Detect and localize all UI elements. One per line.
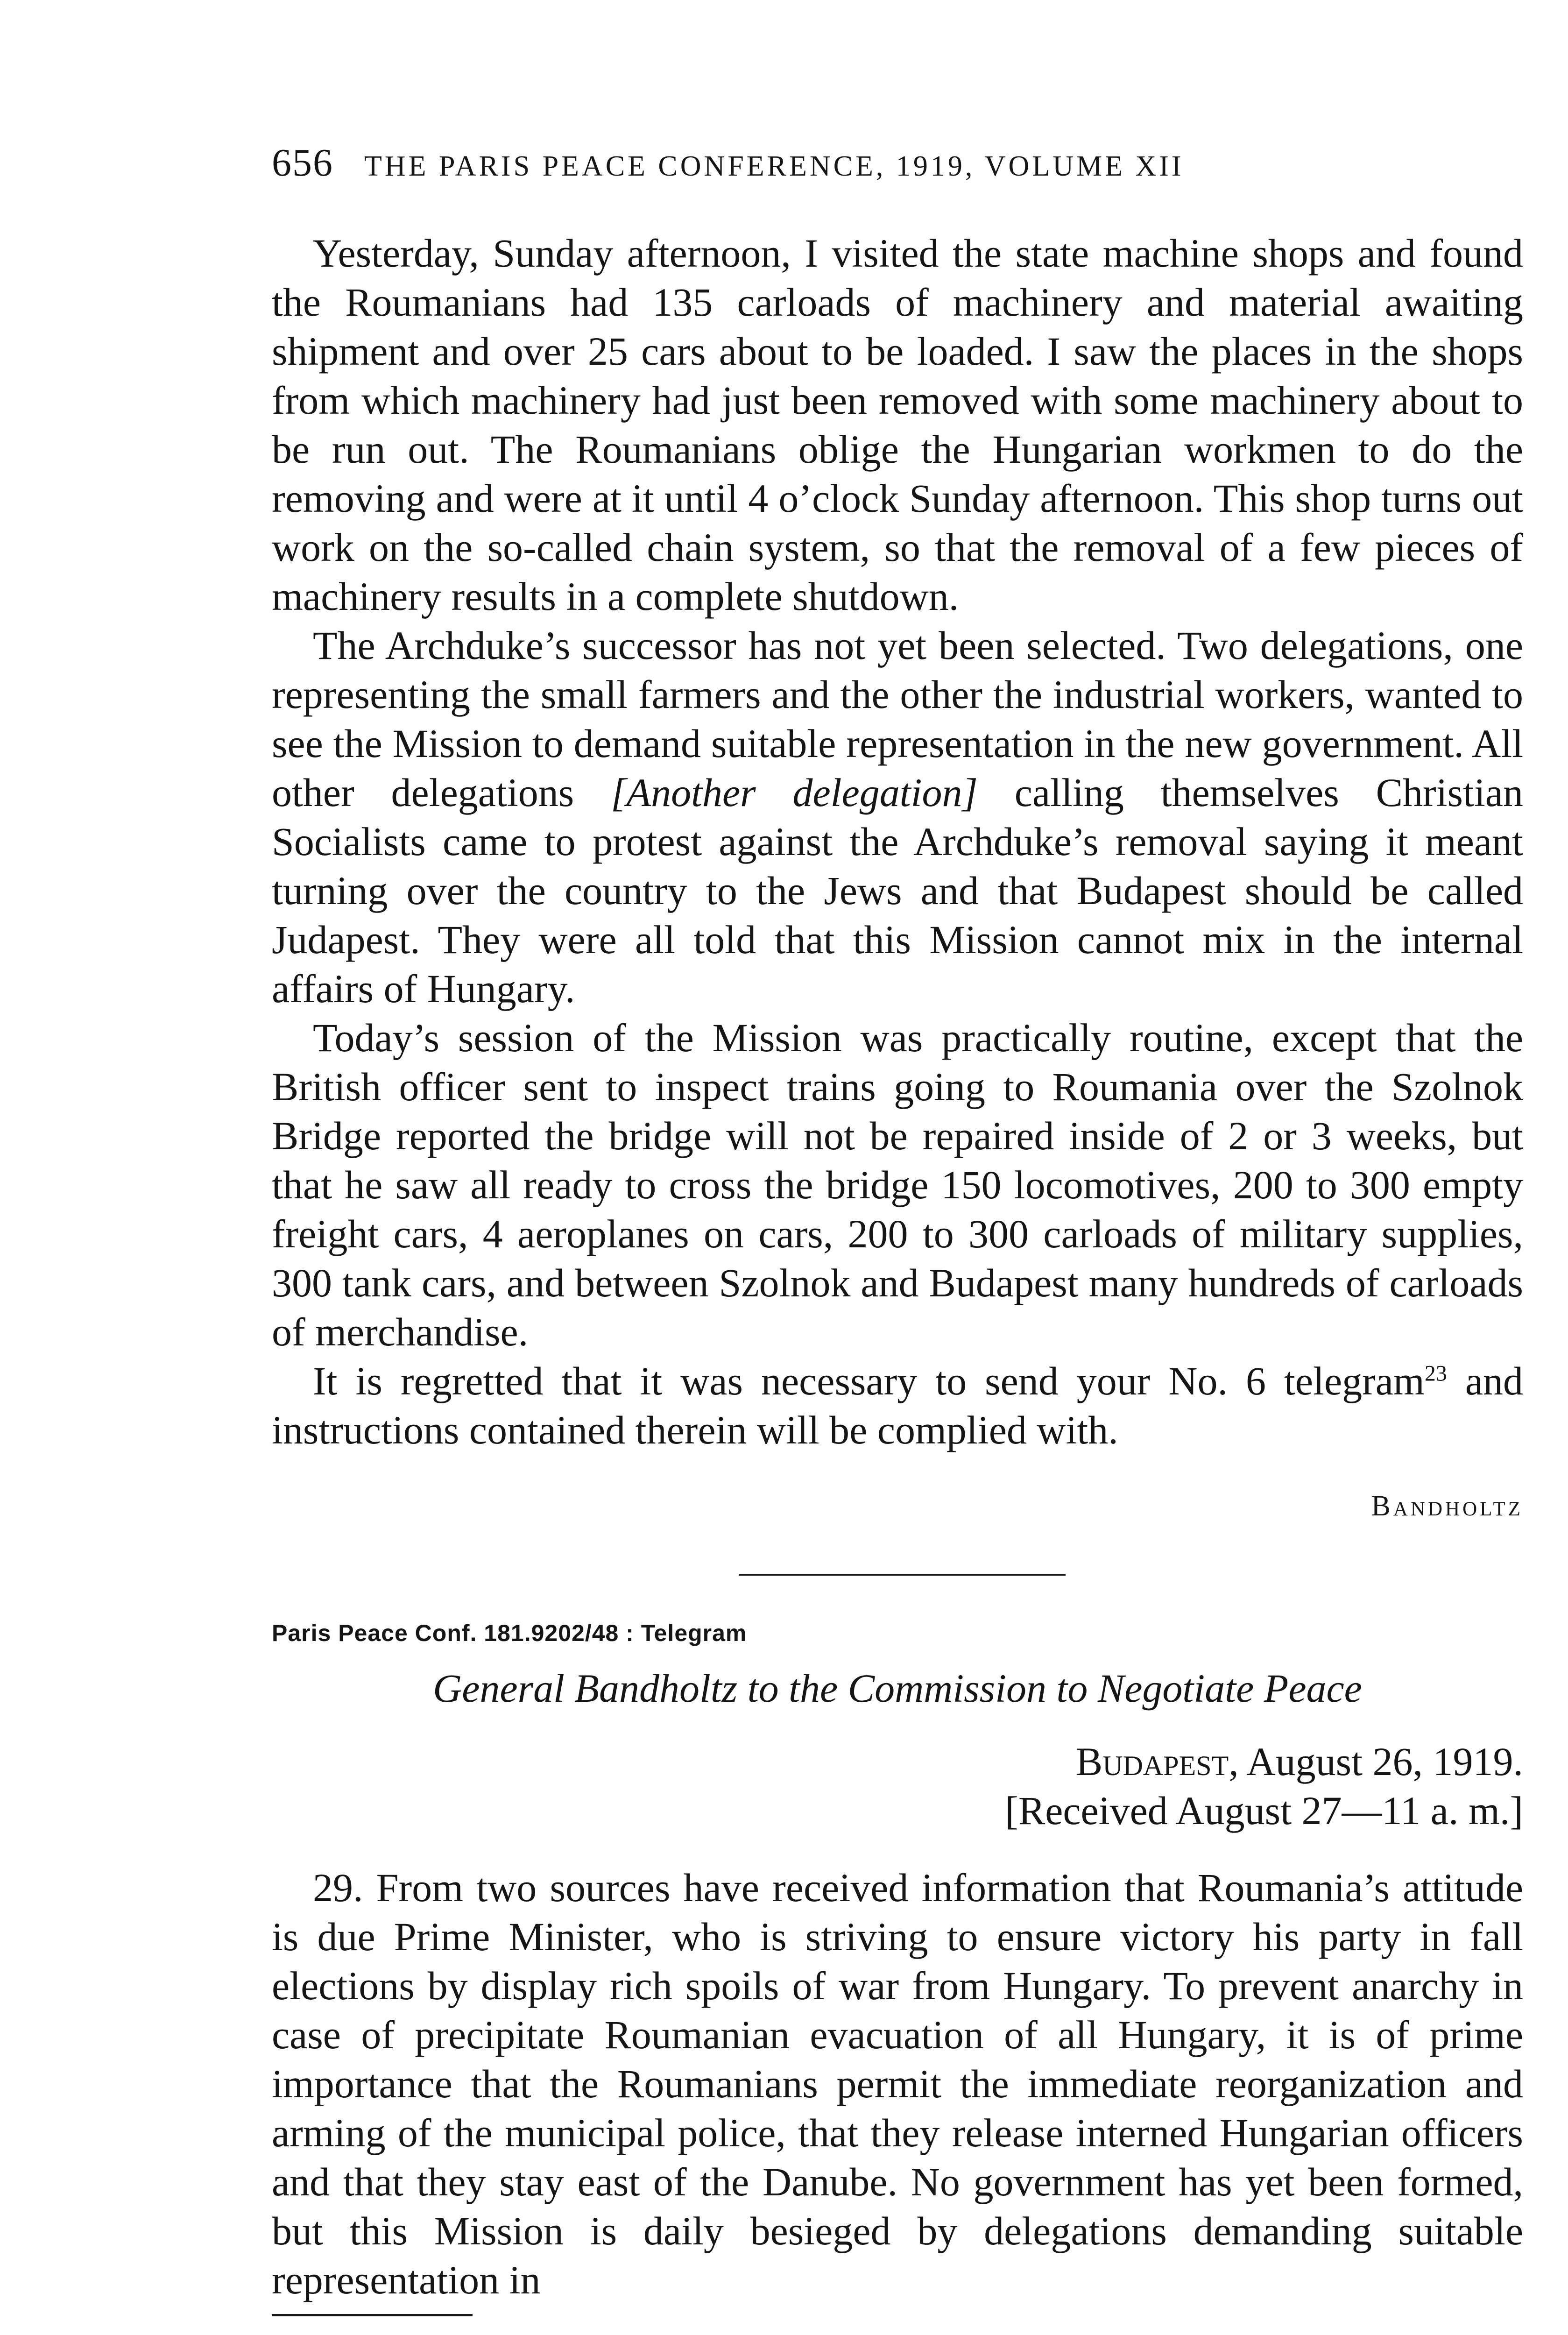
section-divider [739, 1574, 1066, 1576]
paragraph-machine-shops: Yesterday, Sunday afternoon, I visited the state machine shops and found the Roumanians had 135 carloads of machinery and material awaiting shipment and over 25 cars about to be loaded. I saw the places in the shops from which machinery had just been removed with some machinery about to be run out. The Roumanians oblige the Hungarian workmen to do the removing and were at it until 4 o’clock Sunday afternoon. This shop turns out work on the so-called chain system, so that the removal of a few pieces of machinery results in a complete shutdown. [272, 231, 1523, 619]
paragraph-mission-session: Today’s session of the Mission was practically routine, except that the British officer sent to inspect trains going to Roumania over the Szolnok Bridge reported the bridge will not be repaired inside of 2 or 3 weeks, but that he saw all ready to cross the bridge 150 locomotives, 200 to 300 empty freight cars, 4 aeroplanes on cars, 200 to 300 carloads of military supplies, 300 tank cars, and between Szolnok and Budapest many hundreds of carloads of merchandise. [272, 1015, 1523, 1354]
dateline-place: Budapest [1075, 1739, 1229, 1784]
received-note: [Received August 27—11 a. m.] [1005, 1788, 1523, 1833]
editorial-correction: [Another delegation] [611, 770, 978, 815]
paragraph-text: calling themselves Christian Socialists came to protest against the Archduke’s removal saying it meant turning over the country to the Jews and that Budapest should be called Judapest. They were all told that this Mission cannot mix in the internal affairs of Hungary. [272, 770, 1523, 1011]
document-page [272, 0, 1523, 2335]
telegram-continuation [272, 229, 1523, 1455]
footnote-reference: 23 [1424, 1361, 1447, 1386]
dateline-date: , August 26, 1919. [1229, 1739, 1523, 1784]
page-header [272, 140, 1523, 191]
dateline [1005, 1737, 1523, 1835]
paragraph-text: It is regretted that it was necessary to send your No. 6 telegram [313, 1359, 1425, 1403]
dateline-place-date [1005, 1737, 1523, 1786]
page-number: 656 [272, 141, 333, 184]
signature: Bandholtz [1371, 1490, 1523, 1522]
paragraph-text: The Archduke’s successor has not yet been selected. Two delegations, one representing the small farmers and the other the industrial workers, wanted to see the Mission to demand suitable representation in the new government. All other delegations [272, 623, 1523, 815]
running-title: THE PARIS PEACE CONFERENCE, 1919, VOLUME XII [364, 150, 1184, 182]
file-reference: Paris Peace Conf. 181.9202/48 : Telegram [272, 1620, 747, 1646]
telegram-body [272, 1863, 1523, 2305]
paragraph-text: and instructions contained therein will be complied with. [272, 1359, 1523, 1452]
paragraph-telegram-regret [272, 1357, 1523, 1455]
paragraph-archduke-successor [272, 621, 1523, 1013]
footnote-divider [272, 2314, 473, 2316]
document-title: General Bandholtz to the Commission to Negotiate Peace [433, 1666, 1362, 1711]
paragraph-roumania-attitude: 29. From two sources have received information that Roumania’s attitude is due Prime Minister, who is striving to ensure victory his party in fall elections by display rich spoils of war from Hungary. To prevent anarchy in case of precipitate Roumanian evacuation of all Hungary, it is of prime importance that the Roumanians permit the immediate reorganization and arming of the municipal police, that they release interned Hungarian officers and that they stay east of the Danube. No government has yet been formed, but this Mission is daily besieged by delegations demanding suitable representation in [272, 1865, 1523, 2302]
